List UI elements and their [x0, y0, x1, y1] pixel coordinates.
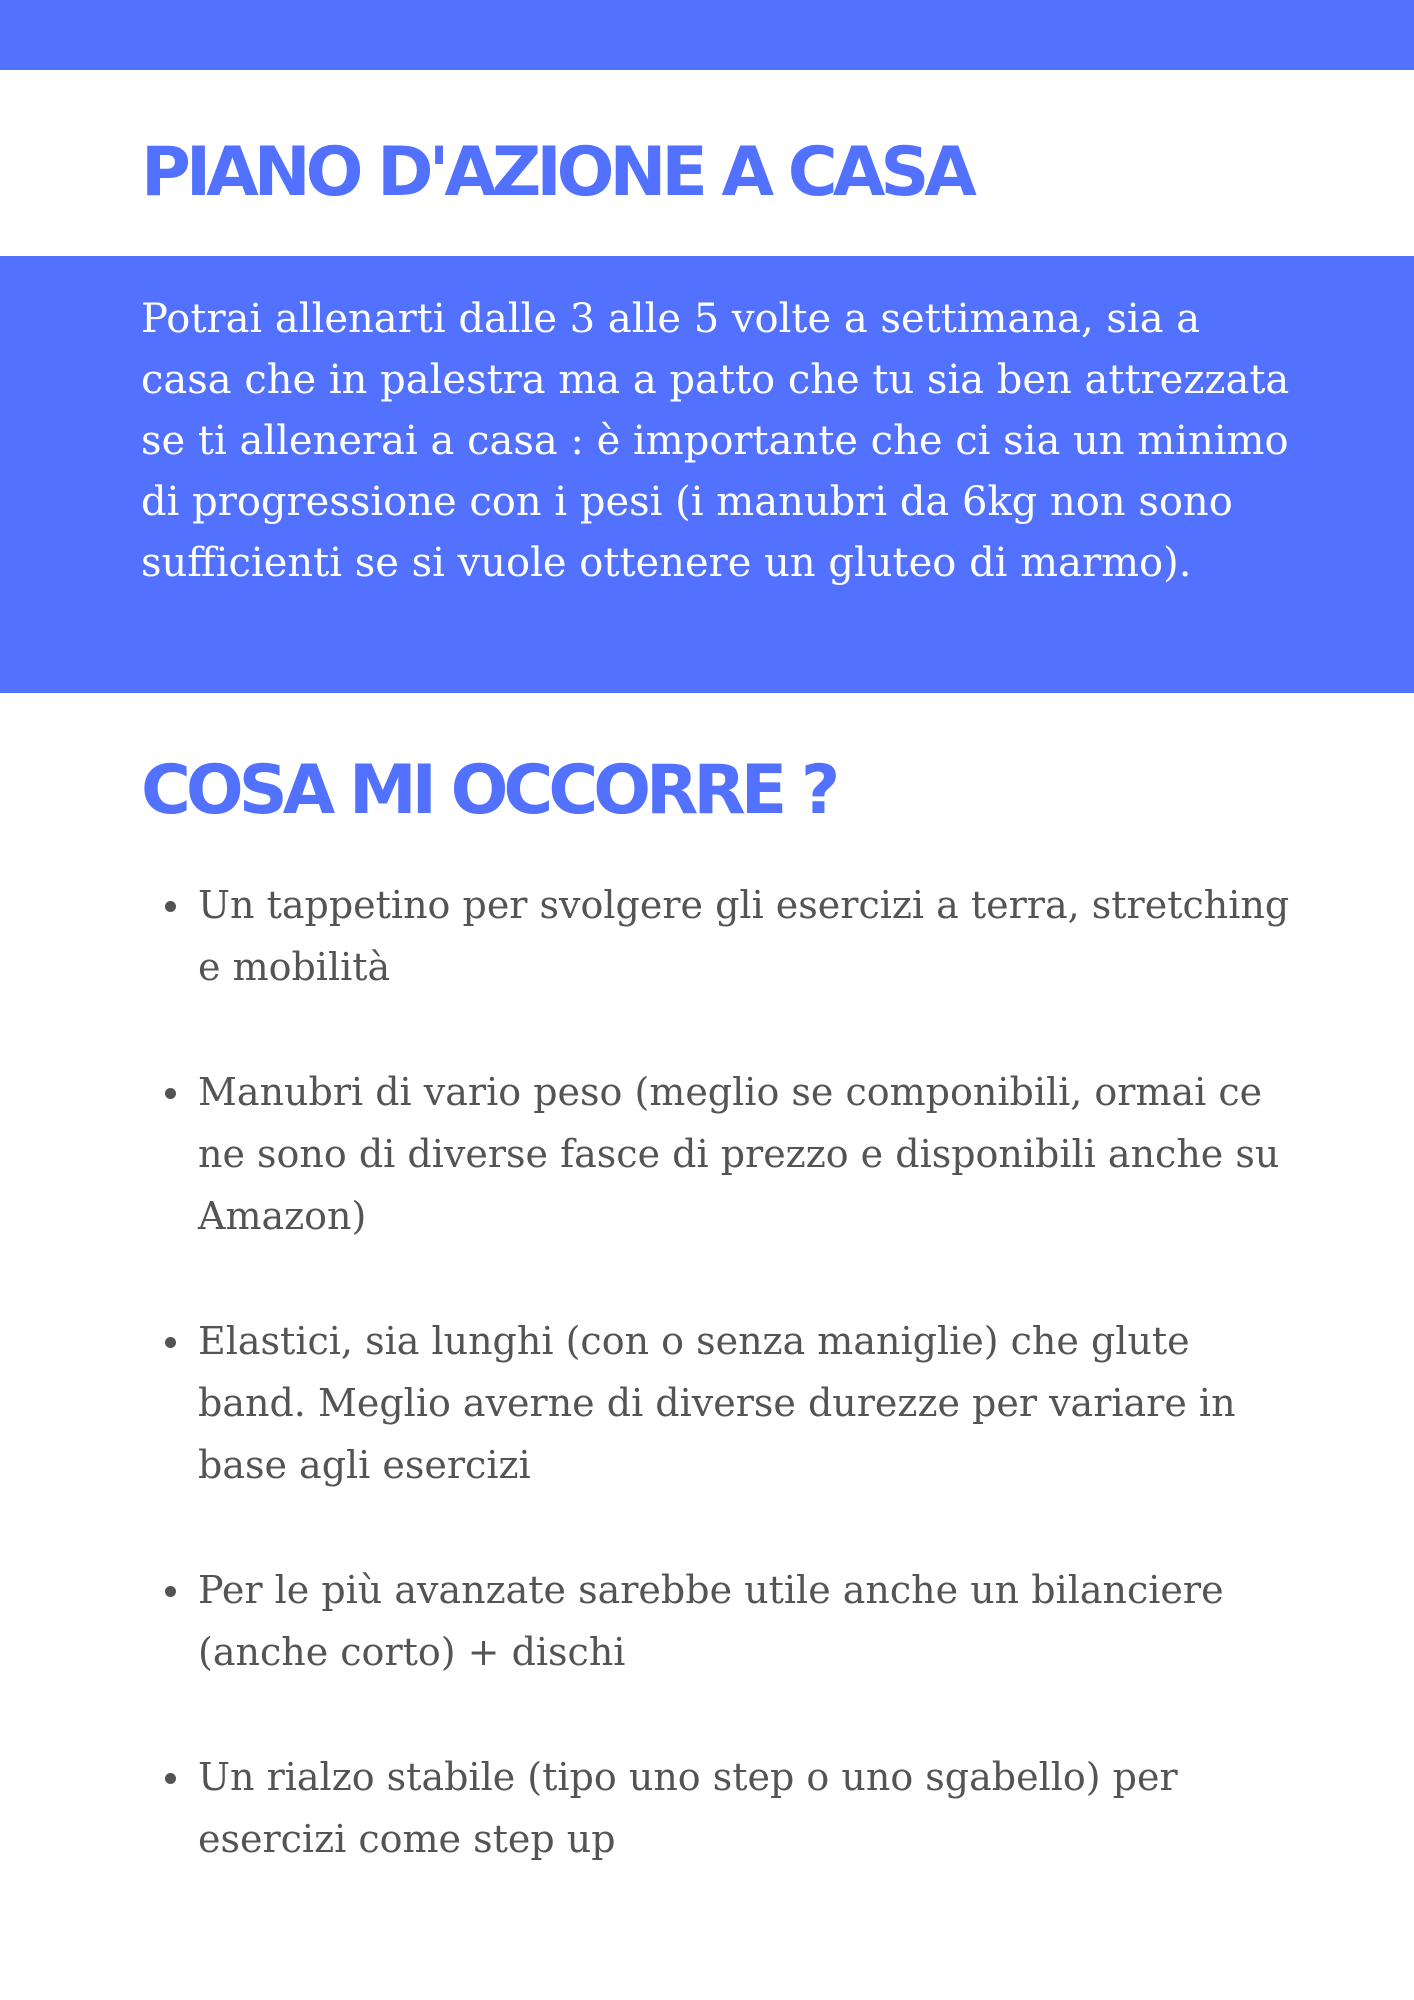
- list-item: Un tappetino per svolgere gli esercizi a terra, stretching e mobilità: [198, 874, 1308, 998]
- list-item: Un rialzo stabile (tipo uno step o uno sgabello) per esercizi come step up: [198, 1746, 1308, 1870]
- page-title: PIANO D'AZIONE A CASA: [141, 133, 972, 212]
- equipment-list: [198, 874, 1308, 1933]
- list-item: Per le più avanzate sarebbe utile anche un bilanciere (anche corto) + dischi: [198, 1559, 1308, 1683]
- equipment-section-title: COSA MI OCCORRE ?: [141, 751, 836, 830]
- top-accent-bar: [0, 0, 1414, 70]
- list-item: Manubri di vario peso (meglio se componibili, ormai ce ne sono di diverse fasce di prezzo e disponibili anche su Amazon): [198, 1061, 1308, 1247]
- list-item: Elastici, sia lunghi (con o senza maniglie) che glute band. Meglio averne di diverse durezze per variare in base agli esercizi: [198, 1310, 1308, 1496]
- intro-paragraph: Potrai allenarti dalle 3 alle 5 volte a settimana, sia a casa che in palestra ma a patto che tu sia ben attrezzata se ti allenerai a casa : è importante che ci sia un minimo di progressione con i pesi (i manubri da 6kg non sono sufficienti se si vuole ottenere un gluteo di marmo).: [141, 296, 1290, 586]
